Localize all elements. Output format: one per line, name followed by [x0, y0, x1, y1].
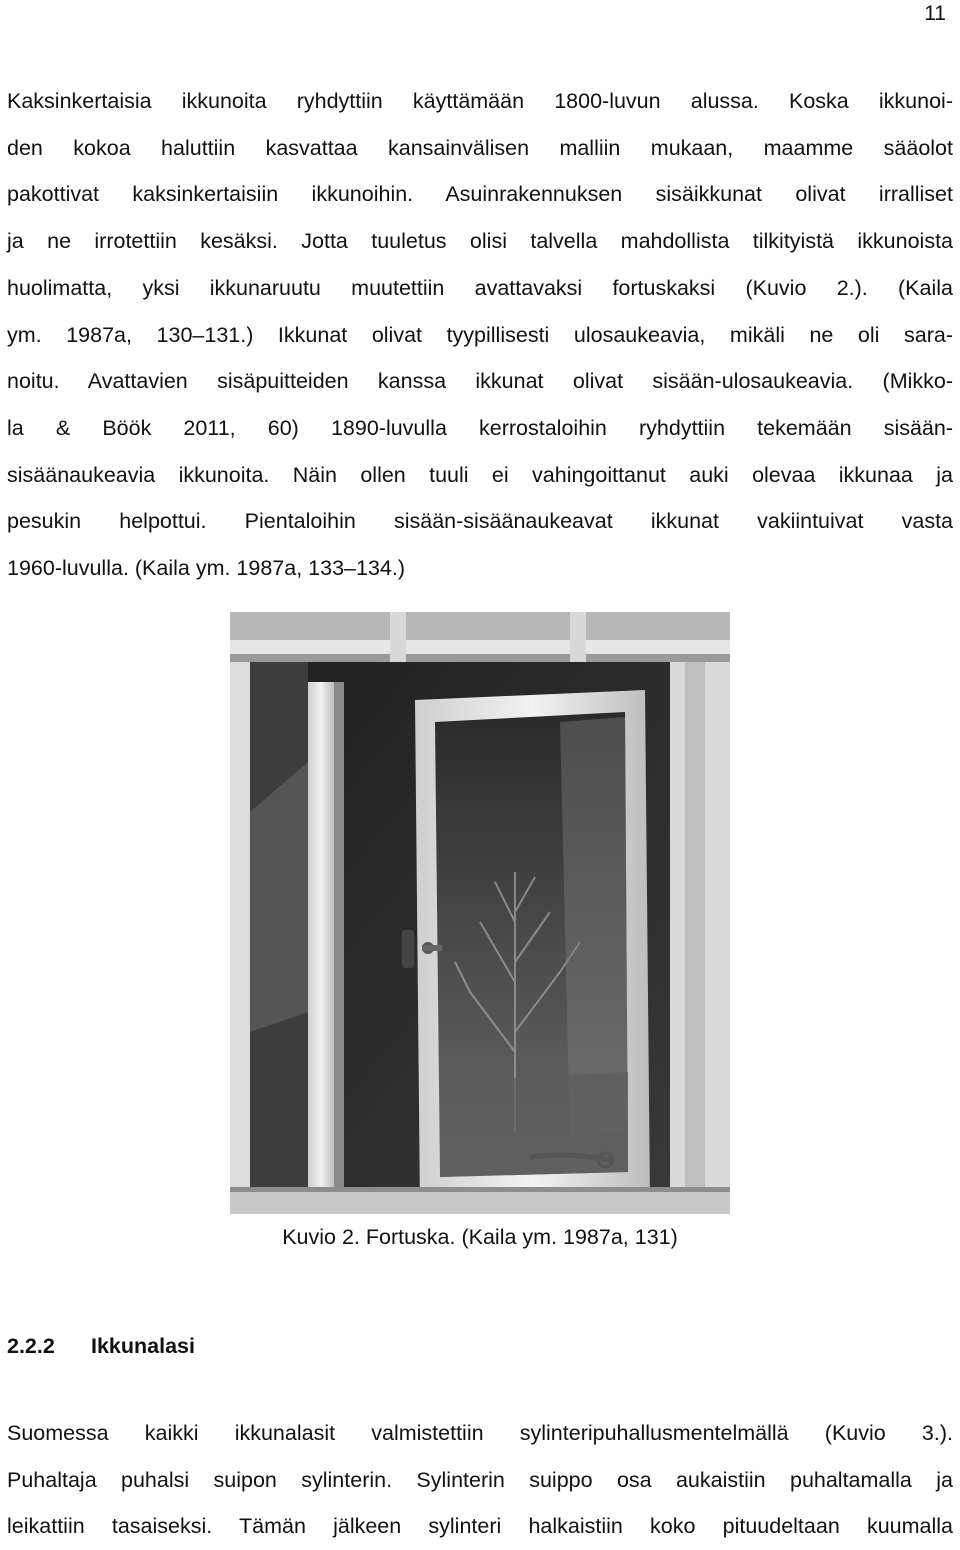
text-line: leikattiin tasaiseksi. Tämän jälkeen sylinteri halkaistiin koko pituudeltaan kuumalla	[7, 1514, 953, 1539]
body-paragraph-1	[7, 78, 953, 592]
section-title: Ikkunalasi	[91, 1334, 195, 1358]
text-line: pakottivat kaksinkertaisiin ikkunoihin. Asuinrakennuksen sisäikkunat olivat irralliset	[7, 182, 953, 207]
figure-caption: Kuvio 2. Fortuska. (Kaila ym. 1987a, 131)	[282, 1225, 678, 1249]
text-line: ym. 1987a, 130–131.) Ikkunat olivat tyypillisesti ulosaukeavia, mikäli ne oli sara-	[7, 322, 953, 347]
page-number: 11	[924, 2, 946, 25]
text-line: pesukin helpottui. Pientaloihin sisään-sisäänaukeavat ikkunat vakiintuivat vasta	[7, 509, 953, 534]
text-line: Suomessa kaikki ikkunalasit valmistettiin sylinteripuhallusmentelmällä (Kuvio 3.).	[7, 1421, 953, 1445]
text-line: la & Böök 2011, 60) 1890-luvulla kerrostaloihin ryhdyttiin tekemään sisään-	[7, 415, 953, 440]
text-line: den kokoa haluttiin kasvattaa kansainvälisen malliin mukaan, maamme sääolot	[7, 135, 953, 160]
text-line: huolimatta, yksi ikkunaruutu muutettiin avattavaksi fortuskaksi (Kuvio 2.). (Kaila	[7, 275, 953, 300]
body-paragraph-2	[7, 1410, 953, 1550]
section-heading	[7, 1334, 195, 1359]
fortuska-window-photo	[230, 612, 730, 1214]
section-number: 2.2.2	[7, 1334, 55, 1358]
text-line: 1960-luvulla. (Kaila ym. 1987a, 133–134.)	[7, 556, 406, 581]
text-line: ja ne irrotettiin kesäksi. Jotta tuuletus olisi talvella mahdollista tilkityistä ikkunoista	[7, 229, 953, 254]
text-line: sisäänaukeavia ikkunoita. Näin ollen tuuli ei vahingoittanut auki olevaa ikkunaa ja	[7, 462, 953, 487]
text-line: Kaksinkertaisia ikkunoita ryhdyttiin käyttämään 1800-luvun alussa. Koska ikkunoi-	[7, 89, 953, 113]
window-photo	[230, 612, 730, 1214]
text-line: Puhaltaja puhalsi suipon sylinterin. Sylinterin suippo osa aukaistiin puhaltamalla ja	[7, 1467, 953, 1492]
text-line: noitu. Avattavien sisäpuitteiden kanssa ikkunat olivat sisään-ulosaukeavia. (Mikko-	[7, 369, 953, 394]
